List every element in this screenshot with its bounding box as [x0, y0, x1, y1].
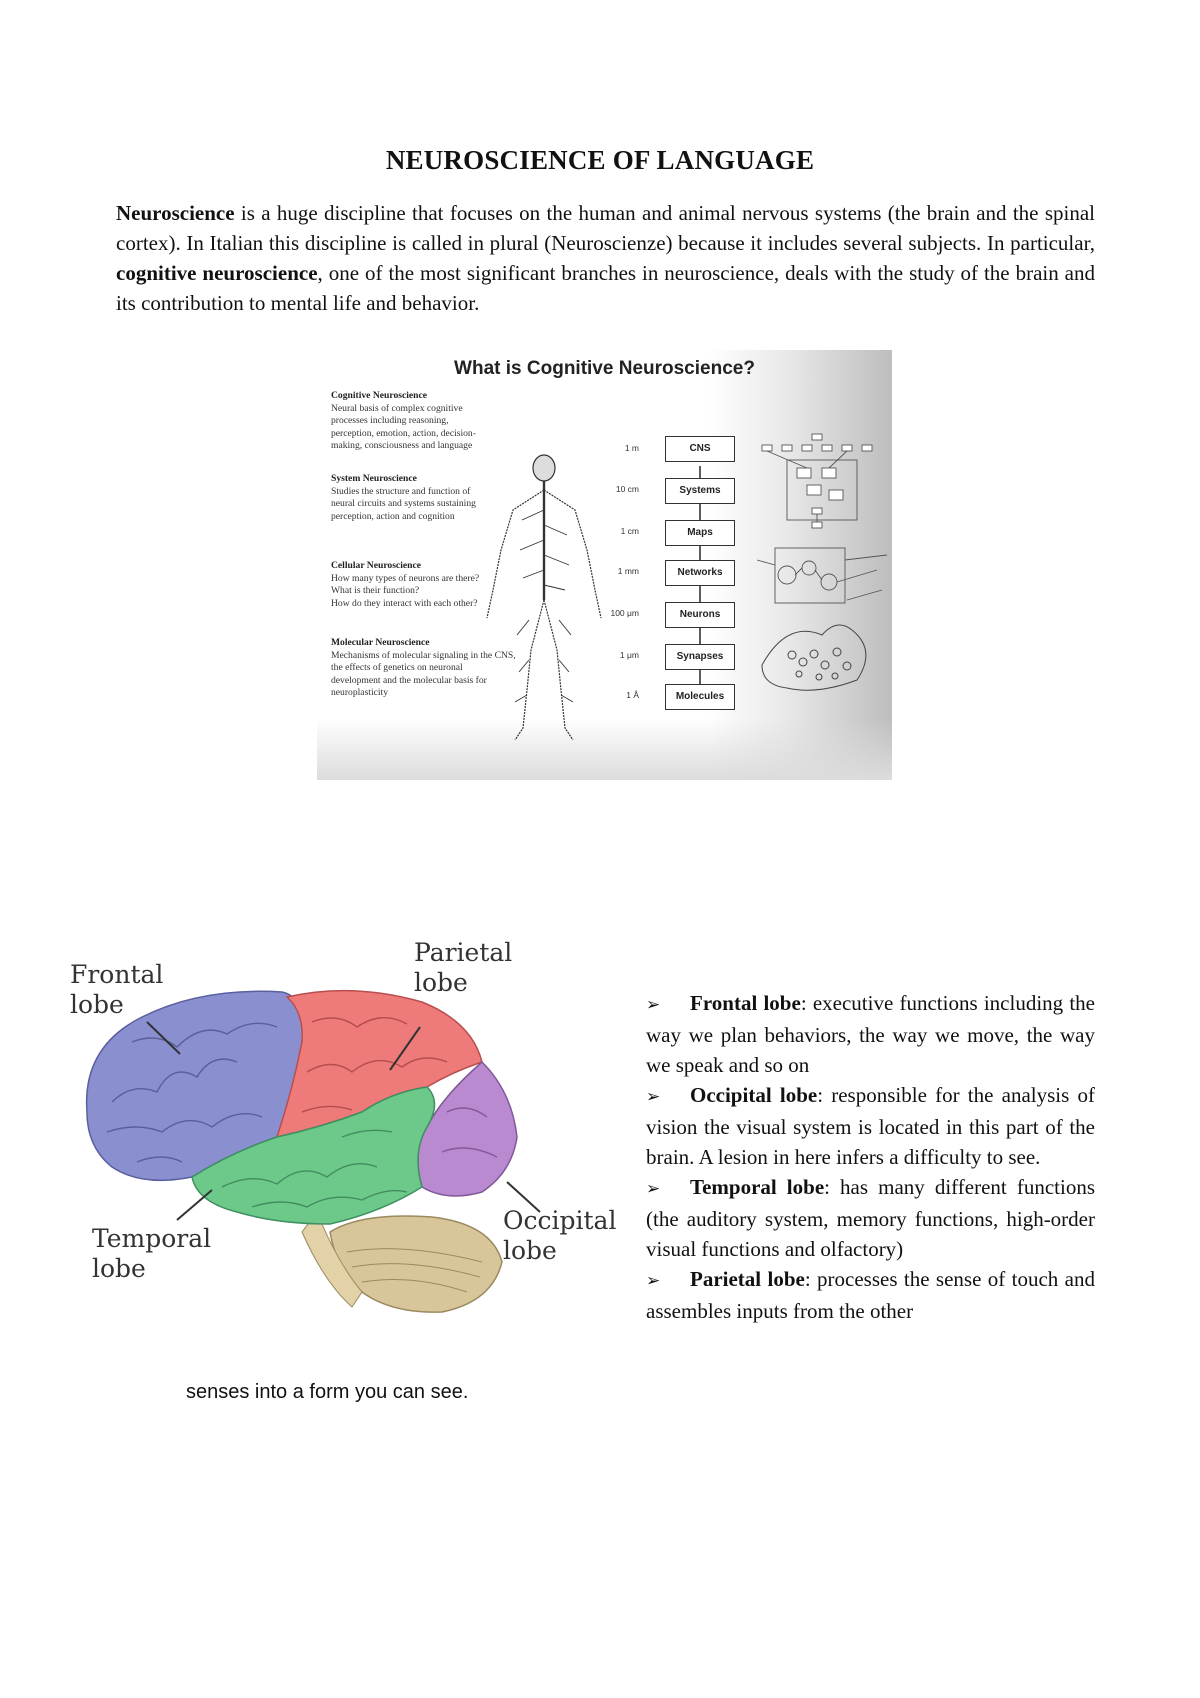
lobe-description: : processes the sense of touch and assembles inputs from the other [646, 1267, 1095, 1323]
lobe-description: : executive functions including the way we plan behaviors, the way we move, the way we speak and so on [646, 991, 1095, 1077]
block-line: neural circuits and systems sustaining [331, 498, 476, 510]
block-line: How do they interact with each other? [331, 597, 478, 609]
figure-caption: senses into a form you can see. [186, 1381, 469, 1403]
lobe-term: Occipital lobe [690, 1083, 818, 1107]
block-line: How many types of neurons are there? [331, 572, 480, 584]
scale-label: 1 Å [626, 690, 639, 700]
block-line: the effects of genetics on neuronal [331, 662, 463, 674]
block-line: Neural basis of complex cognitive [331, 402, 463, 414]
intro-text-1: is a huge discipline that focuses on the human and animal nervous systems (the brain and the spinal cortex). In Italian this discipline is called in plural (Neuroscienze) because it includes several subjects. In particular, [116, 201, 1095, 255]
block-heading: Cognitive Neuroscience [331, 390, 428, 401]
level-box-synapses: Synapses [665, 644, 735, 670]
scale-label: 1 m [624, 443, 639, 453]
lobe-term: Parietal lobe [690, 1267, 805, 1291]
scale-label: 1 μm [619, 650, 639, 660]
level-box-systems: Systems [665, 478, 735, 504]
scale-label: 10 cm [615, 484, 639, 494]
level-box-neurons: Neurons [665, 602, 735, 628]
frontal-lobe-label: Frontal lobe [70, 960, 164, 1019]
arrow-bullet-icon: ➢ [646, 1087, 661, 1107]
block-line: processes including reasoning, [331, 415, 449, 427]
lobe-term: Temporal lobe [690, 1175, 825, 1199]
term-cognitive-neuroscience: cognitive neuroscience [116, 261, 318, 285]
intro-text-2: , one of the most significant branches in neuroscience, deals with the study of the brain and its contribution to mental life and behavior. [116, 261, 1095, 315]
scale-label: 1 mm [617, 566, 639, 576]
scale-label: 1 cm [620, 526, 639, 536]
lobe-description: : has many different functions (the auditory system, memory functions, high-order visual functions and olfactory) [646, 1175, 1095, 1261]
brain-lobes-figure [62, 938, 622, 1342]
list-item [646, 1172, 1095, 1264]
arrow-bullet-icon: ➢ [646, 1179, 661, 1199]
term-neuroscience: Neuroscience [116, 201, 235, 225]
nervous-system-illustration [487, 455, 601, 740]
synapse-diagram [762, 625, 866, 690]
figure-title: What is Cognitive Neuroscience? [454, 358, 755, 379]
temporal-lobe-label: Temporal lobe [92, 1224, 212, 1283]
lobe-term: Frontal lobe [690, 991, 801, 1015]
block-line: Mechanisms of molecular signaling in the CNS, [331, 649, 516, 661]
scale-label: 100 μm [610, 608, 639, 618]
level-box-molecules: Molecules [665, 684, 735, 710]
page-title: NEUROSCIENCE OF LANGUAGE [385, 145, 815, 175]
lobes-list [646, 988, 1095, 1326]
level-box-cns: CNS [665, 436, 735, 462]
list-item [646, 988, 1095, 1080]
intro-paragraph [116, 198, 1095, 318]
block-line: Studies the structure and function of [331, 485, 471, 497]
block-line: development and the molecular basis for [331, 674, 487, 686]
block-line: perception, emotion, action, decision- [331, 427, 476, 439]
block-line: What is their function? [331, 585, 420, 597]
figure-drawings [317, 350, 892, 780]
level-box-maps: Maps [665, 520, 735, 546]
block-heading: Cellular Neuroscience [331, 560, 421, 571]
list-item [646, 1080, 1095, 1172]
block-line: perception, action and cognition [331, 510, 455, 522]
level-box-networks: Networks [665, 560, 735, 586]
block-line: making, consciousness and language [331, 440, 473, 452]
systems-diagram [762, 434, 872, 528]
list-item [646, 1264, 1095, 1326]
block-heading: System Neuroscience [331, 473, 417, 484]
arrow-bullet-icon: ➢ [646, 1271, 661, 1291]
block-heading: Molecular Neuroscience [331, 637, 430, 648]
lobe-description: : responsible for the analysis of vision the visual system is located in this part of the brain. A lesion in here infers a difficulty to see. [646, 1083, 1095, 1169]
arrow-bullet-icon: ➢ [646, 995, 661, 1015]
block-line: neuroplasticity [331, 687, 389, 699]
cognitive-neuroscience-figure [317, 350, 892, 780]
network-diagram [757, 548, 887, 603]
parietal-lobe-label: Parietal lobe [414, 938, 513, 997]
occipital-lobe-label: Occipital lobe [503, 1206, 617, 1265]
